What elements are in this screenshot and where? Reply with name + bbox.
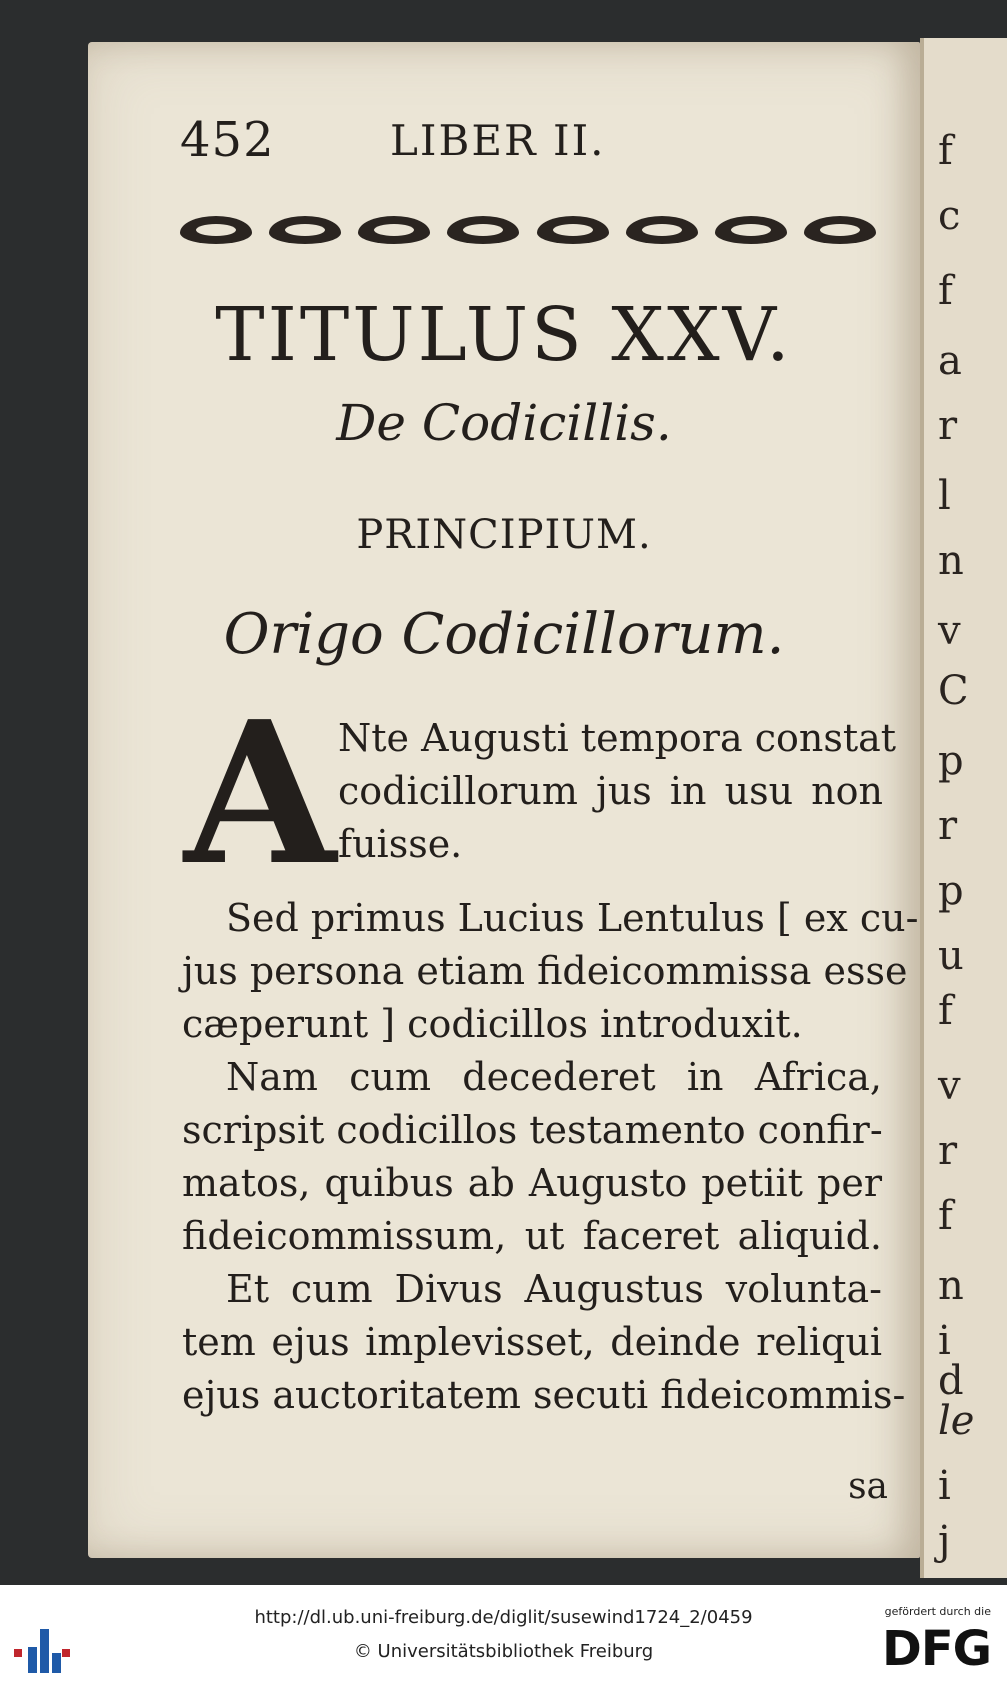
principium-heading: PRINCIPIUM. [356,512,652,558]
drop-cap: A [184,679,337,909]
ornament-fleuron [441,208,525,252]
facing-page-fragment: f [938,268,953,314]
ornament-fleuron [620,208,704,252]
facing-page-fragment: l [938,473,951,519]
text-line: scripsit codicillos testamento confir- [182,1108,883,1152]
facing-page-fragment: r [938,403,958,449]
permalink-url[interactable]: http://dl.ub.uni-freiburg.de/diglit/susewind1724_2/0459 [254,1607,753,1628]
copyright-text: © Universitätsbibliothek Freiburg [353,1641,654,1662]
facing-page-fragment: a [938,338,962,384]
text-line: Nam cum decederet in Africa, [226,1055,882,1099]
viewer-footer [0,1585,1007,1697]
page-number: 452 [180,112,275,168]
ornament-fleuron [174,208,258,252]
ornament-fleuron [531,208,615,252]
funding-note: gefördert durch die [884,1605,991,1618]
text-line: ejus auctoritatem secuti fideicommis- [182,1373,906,1417]
facing-page-fragment: f [938,1193,953,1239]
text-line: Nte Augusti tempora constat [338,716,897,760]
facing-page-fragment: v [938,608,961,654]
facing-page-fragment: le [938,1398,975,1444]
facing-page-fragment: c [938,193,961,239]
text-line: matos, quibus ab Augusto petiit per [182,1161,882,1205]
facing-page-fragment: v [938,1063,961,1109]
text-line: cæperunt ] codicillos introduxit. [182,1002,803,1046]
facing-page-edge [920,38,1007,1578]
chapter-title: TITULUS XXV. [215,292,793,378]
book-page [88,42,920,1558]
text-line: jus persona etiam fideicommissa esse [182,949,908,993]
facing-page-fragment: f [938,128,953,174]
ornament-fleuron [263,208,347,252]
facing-page-fragment: r [938,1128,958,1174]
facing-page-fragment: u [938,933,964,979]
facing-page-fragment: p [938,868,964,914]
facing-page-fragment: C [938,668,969,714]
text-line: codicillorum jus in usu non [338,769,883,813]
dropcap-text [338,712,897,871]
facing-page-fragment: p [938,738,964,784]
facing-page-fragment: j [938,1518,951,1564]
text-line: Sed primus Lucius Lentulus [ ex cu- [226,896,919,940]
facing-page-fragment: i [938,1463,951,1509]
catchword: sa [848,1466,888,1507]
facing-page-fragment: r [938,803,958,849]
facing-page-fragment: n [938,538,964,584]
facing-page-fragment: i [938,1318,951,1364]
ornament-fleuron [709,208,793,252]
text-line: fuisse. [338,822,463,866]
ornament-fleuron [352,208,436,252]
chapter-subtitle: De Codicillis. [336,394,672,452]
text-line: tem ejus implevisset, deinde reliqui [182,1320,882,1364]
text-line: fideicommissum, ut faceret aliquid. [182,1214,882,1258]
page-header [180,112,830,182]
dfg-logo: DFG [881,1621,991,1677]
ornament-fleuron [798,208,882,252]
facing-page-fragment: f [938,988,953,1034]
running-head: LIBER II. [390,116,606,165]
text-line: Et cum Divus Augustus volunta- [226,1267,882,1311]
facing-page-fragment: n [938,1263,964,1309]
section-title: Origo Codicillorum. [223,602,785,667]
facing-page-fragment: d [938,1358,964,1404]
ornament-band [174,200,882,260]
body-text [182,892,919,1422]
